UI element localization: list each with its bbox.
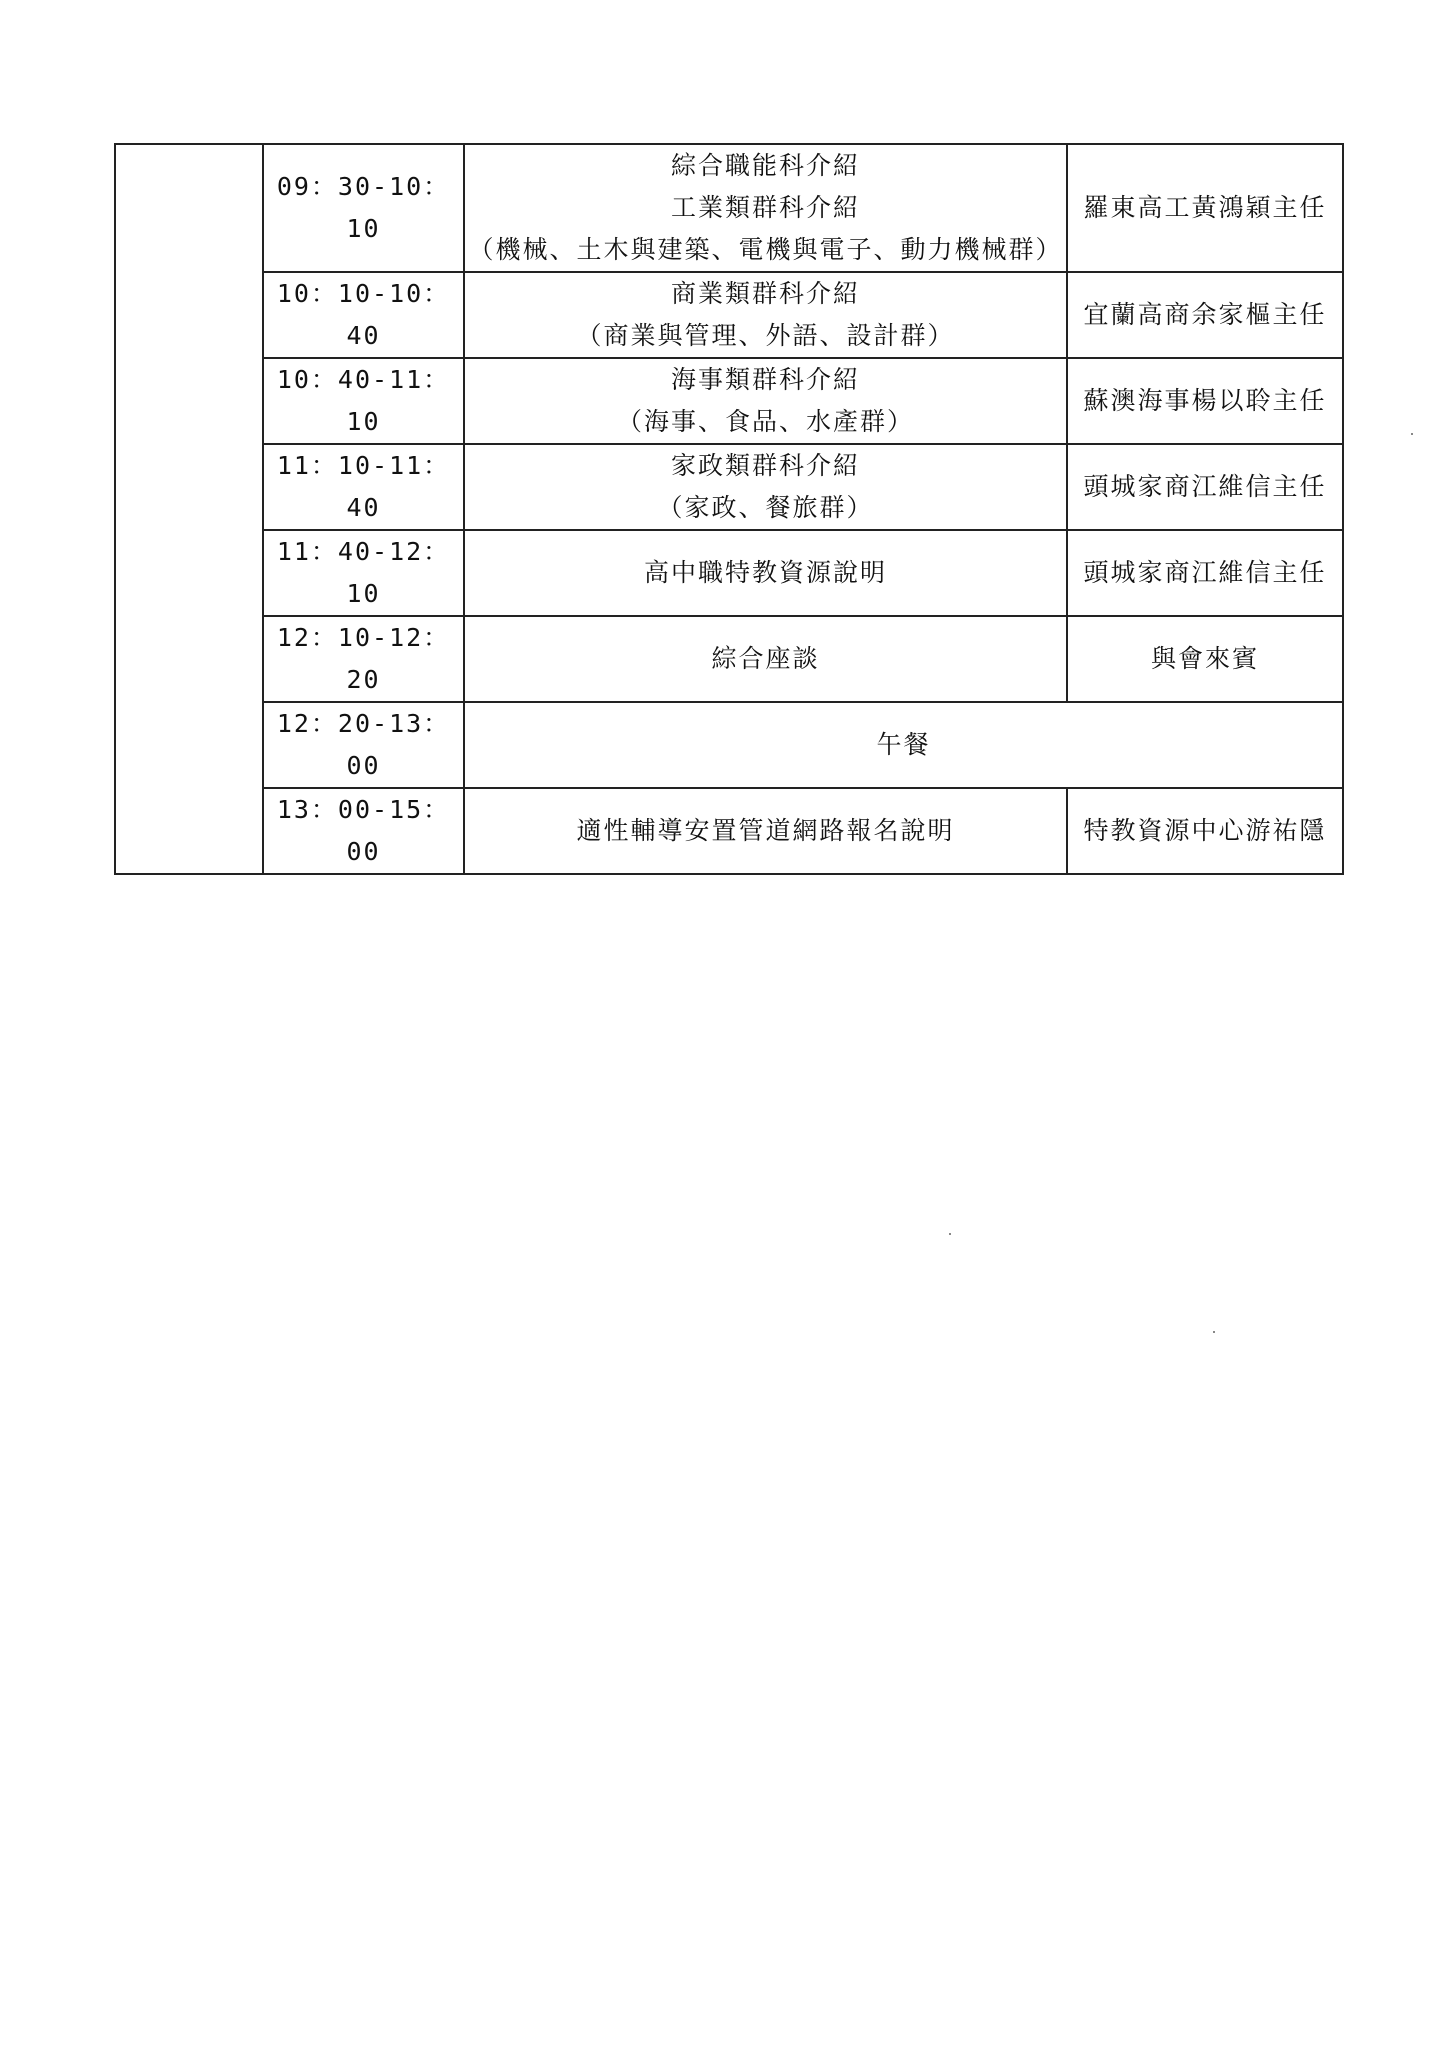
scan-speck [949, 1233, 951, 1235]
schedule-row [115, 358, 1343, 444]
lunch-cell: 午餐 [464, 702, 1343, 788]
time-cell: 10：40-11：10 [263, 358, 464, 444]
schedule-row [115, 144, 1343, 272]
scan-speck [1213, 1331, 1215, 1333]
topic-line: （機械、土木與建築、電機與電子、動力機械群） [468, 235, 1063, 264]
time-cell: 11：40-12：10 [263, 530, 464, 616]
schedule-row [115, 788, 1343, 874]
speaker-cell: 宜蘭高商余家樞主任 [1067, 272, 1343, 358]
topic-cell: 高中職特教資源說明 [464, 530, 1067, 616]
schedule-row [115, 272, 1343, 358]
topic-cell: 適性輔導安置管道網路報名說明 [464, 788, 1067, 874]
time-cell: 12：10-12：20 [263, 616, 464, 702]
blank-left-column [115, 144, 263, 874]
topic-line: 海事類群科介紹 [670, 365, 860, 394]
topic-cell: 綜合座談 [464, 616, 1067, 702]
time-cell: 13：00-15：00 [263, 788, 464, 874]
speaker-cell: 羅東高工黃鴻穎主任 [1067, 144, 1343, 272]
topic-line: 綜合職能科介紹 [670, 151, 860, 180]
schedule-row [115, 444, 1343, 530]
time-cell: 11：10-11：40 [263, 444, 464, 530]
speaker-cell: 與會來賓 [1067, 616, 1343, 702]
topic-line: （海事、食品、水產群） [616, 407, 914, 436]
schedule-row [115, 616, 1343, 702]
speaker-cell: 特教資源中心游祐隱 [1067, 788, 1343, 874]
topic-cell [464, 144, 1067, 272]
time-cell: 09：30-10：10 [263, 144, 464, 272]
topic-line: （家政、餐旅群） [657, 493, 874, 522]
speaker-cell: 蘇澳海事楊以聆主任 [1067, 358, 1343, 444]
schedule-row [115, 530, 1343, 616]
topic-line: 商業類群科介紹 [670, 279, 860, 308]
topic-cell [464, 358, 1067, 444]
topic-line: 家政類群科介紹 [670, 451, 860, 480]
topic-cell [464, 444, 1067, 530]
speaker-cell: 頭城家商江維信主任 [1067, 530, 1343, 616]
schedule-row [115, 702, 1343, 788]
scan-speck [1411, 433, 1413, 435]
speaker-cell: 頭城家商江維信主任 [1067, 444, 1343, 530]
time-cell: 12：20-13：00 [263, 702, 464, 788]
time-cell: 10：10-10：40 [263, 272, 464, 358]
topic-line: 工業類群科介紹 [670, 193, 860, 222]
topic-cell [464, 272, 1067, 358]
schedule-table [114, 143, 1344, 875]
topic-line: （商業與管理、外語、設計群） [576, 321, 955, 350]
